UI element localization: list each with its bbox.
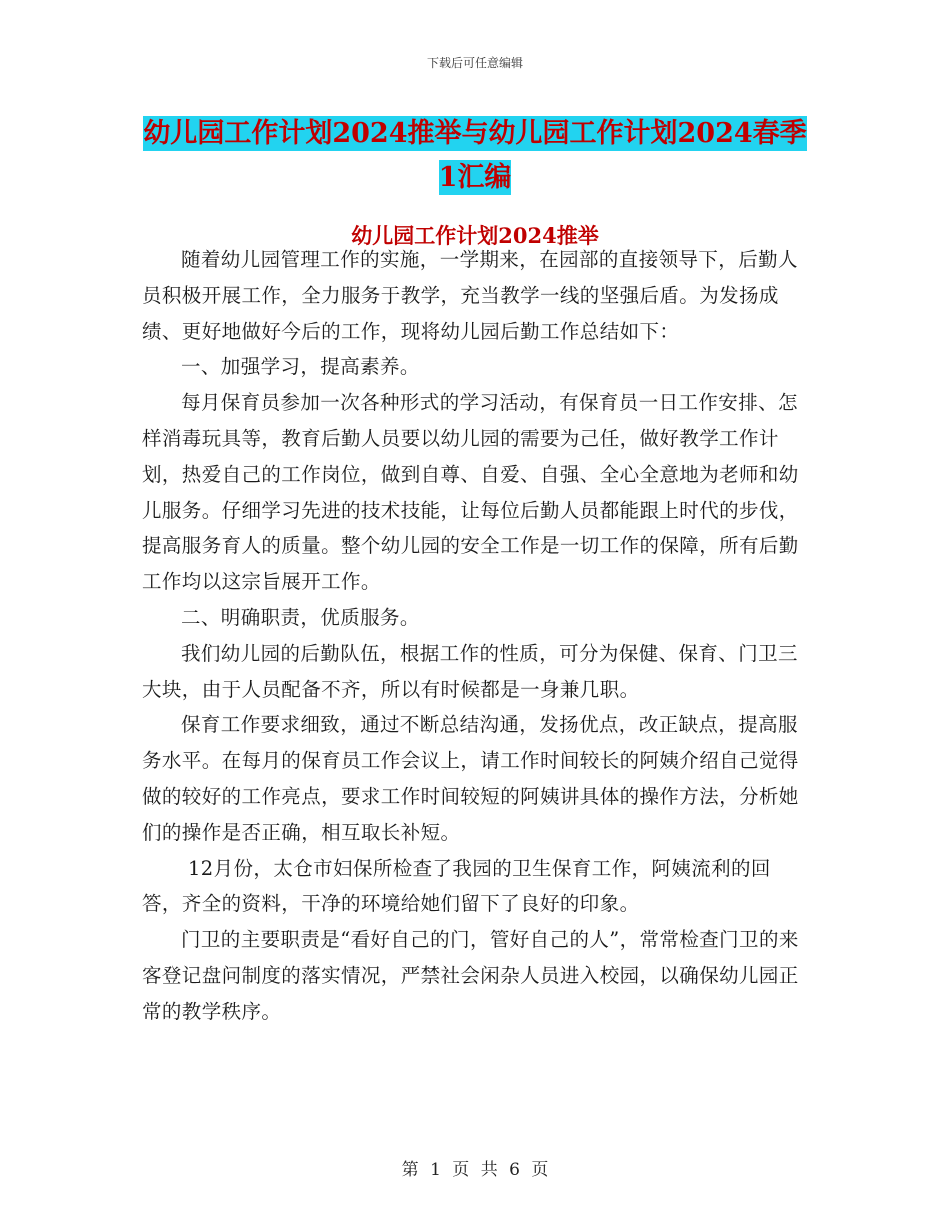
paragraph: 每月保育员参加一次各种形式的学习活动，有保育员一日工作安排、怎样消毒玩具等，教育后勤人员要以幼儿园的需要为己任，做好教学工作计划，热爱自己的工作岗位，做到自尊、自爱、自强、全心全意地为老师和幼儿服务。仔细学习先进的技术技能，让每位后勤人员都能跟上时代的步伐，提高服务育人的质量。整个幼儿园的安全工作是一切工作的保障，所有后勤工作均以这宗旨展开工作。 — [142, 391, 799, 594]
document-title-text: 幼儿园工作计划2024推举与幼儿园工作计划2024春季1汇编 — [143, 118, 807, 193]
heading-item: 二、明确职责，优质服务。 — [181, 605, 420, 629]
heading-item: 一、加强学习，提高素养。 — [181, 355, 420, 379]
paragraph: 保育工作要求细致，通过不断总结沟通，发扬优点，改正缺点，提高服务水平。在每月的保育员工作会议上，请工作时间较长的阿姨介绍自己觉得做的较好的工作亮点，要求工作时间较短的阿姨讲具体的操作方法，分析她们的操作是否正确，相互取长补短。 — [142, 713, 799, 844]
document-body — [142, 242, 810, 1030]
paragraph: 门卫的主要职责是“看好自己的门，管好自己的人”，常常检查门卫的来客登记盘问制度的落实情况，严禁社会闲杂人员进入校园，以确保幼儿园正常的教学秩序。 — [142, 928, 799, 1023]
header-note: 下载后可任意编辑 — [426, 56, 523, 70]
section-title: 幼儿园工作计划2024推举 — [351, 223, 599, 248]
paragraph: 随着幼儿园管理工作的实施，一学期来，在园部的直接领导下，后勤人员积极开展工作，全力服务于教学，充当教学一线的坚强后盾。为发扬成绩、更好地做好今后的工作，现将幼儿园后勤工作总结如下： — [142, 248, 798, 343]
page-number: 第 1 页 共 6 页 — [401, 1160, 549, 1180]
paragraph: 我们幼儿园的后勤队伍，根据工作的性质，可分为保健、保育、门卫三大块，由于人员配备不齐，所以有时候都是一身兼几职。 — [142, 641, 798, 701]
document-title — [140, 112, 810, 200]
paragraph: 12月份，太仓市妇保所检查了我园的卫生保育工作，阿姨流利的回答，齐全的资料，干净的环境给她们留下了良好的印象。 — [142, 856, 771, 916]
